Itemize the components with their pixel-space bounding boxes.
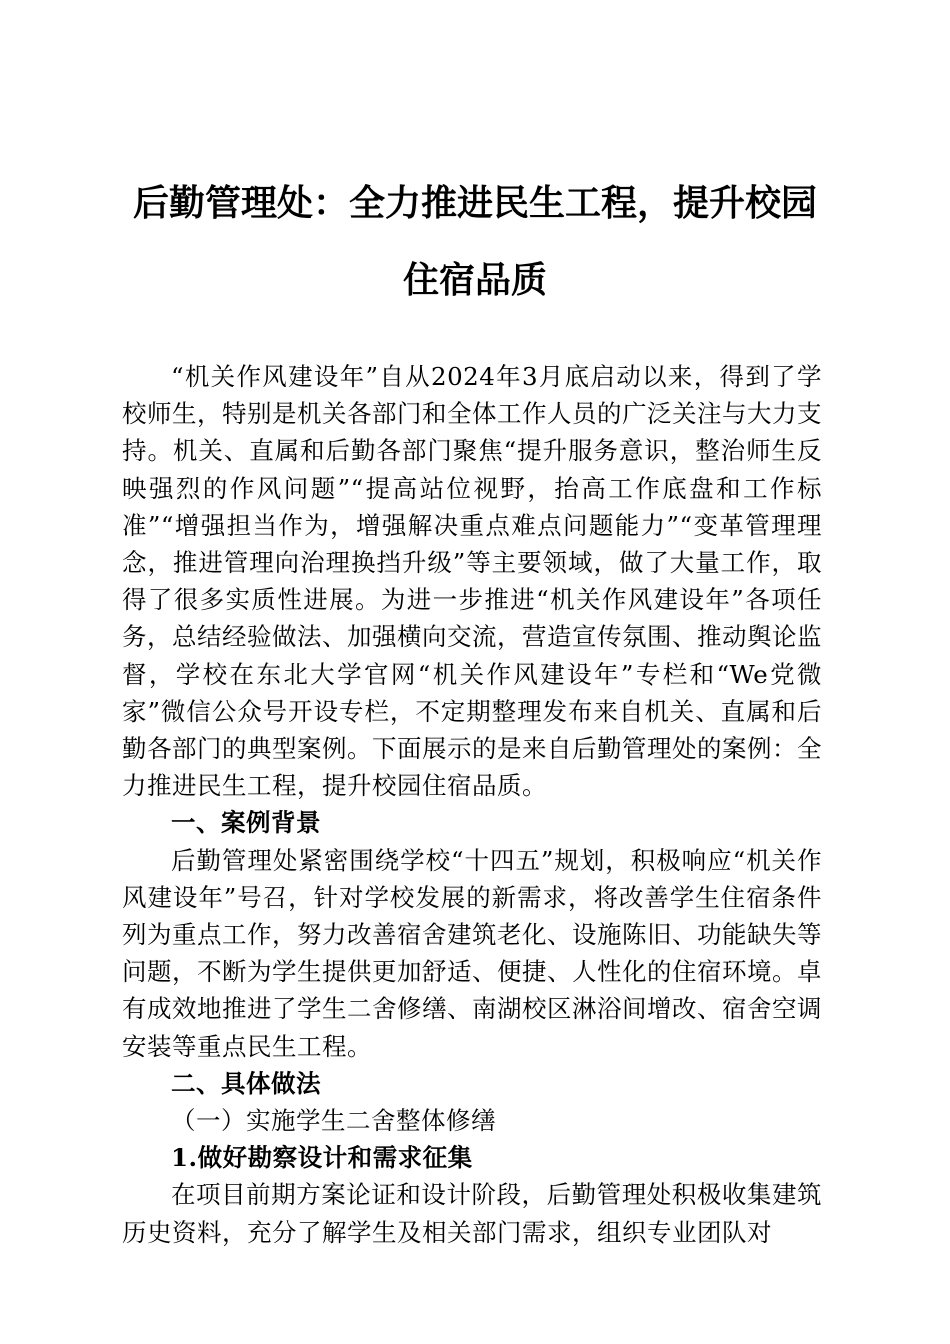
item-heading-survey-design: 1.做好勘察设计和需求征集 <box>171 1143 473 1173</box>
section-heading-background: 一、案例背景 <box>171 808 321 838</box>
subsection-heading-renovation: （一）实施学生二舍整体修缮 <box>171 1106 496 1136</box>
background-paragraph: 后勤管理处紧密围绕学校“十四五”规划，积极响应“机关作风建设年”号召，针对学校发展的新需求，将改善学生住宿条件列为重点工作，努力改善宿舍建筑老化、设施陈旧、功能缺失等问题，不断为学生提供更加舒适、便捷、人性化的住宿环境。卓有成效地推进了学生二舍修缮、南湖校区淋浴间增改、宿舍空调安装等重点民生工程。 <box>122 845 822 1061</box>
survey-design-paragraph: 在项目前期方案论证和设计阶段，后勤管理处积极收集建筑历史资料，充分了解学生及相关部门需求，组织专业团队对 <box>122 1180 822 1247</box>
intro-paragraph: “机关作风建设年”自从2024年3月底启动以来，得到了学校师生，特别是机关各部门和全体工作人员的广泛关注与大力支持。机关、直属和后勤各部门聚焦“提升服务意识，整治师生反映强烈的作风问题”“提高站位视野，抬高工作底盘和工作标准”“增强担当作为，增强解决重点难点问题能力”“变革管理理念，推进管理向治理换挡升级”等主要领域，做了大量工作，取得了很多实质性进展。为进一步推进“机关作风建设年”各项任务，总结经验做法、加强横向交流，营造宣传氛围、推动舆论监督，学校在东北大学官网“机关作风建设年”专栏和“We党微家”微信公众号开设专栏，不定期整理发布来自机关、直属和后勤各部门的典型案例。下面展示的是来自后勤管理处的案例：全力推进民生工程，提升校园住宿品质。 <box>122 362 822 801</box>
document-body <box>122 358 822 1251</box>
document-title: 后勤管理处：全力推进民生工程，提升校园住宿品质 <box>132 182 817 301</box>
section-heading-practice: 二、具体做法 <box>171 1068 321 1098</box>
